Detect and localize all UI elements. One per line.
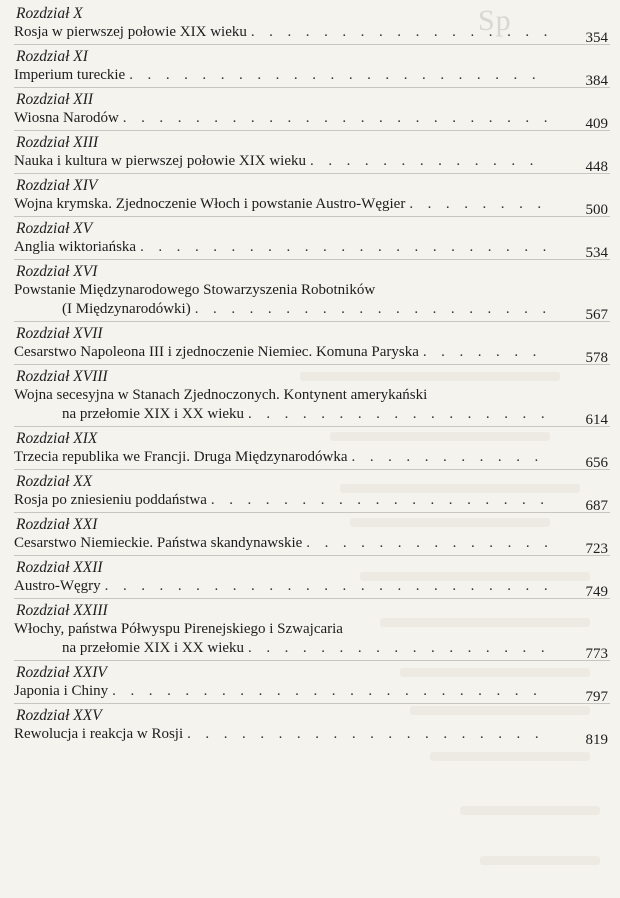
chapter-label: Rozdział XXV xyxy=(16,707,102,724)
dot-leader xyxy=(195,300,548,319)
chapter-label: Rozdział XXII xyxy=(16,559,103,576)
dot-leader xyxy=(352,448,548,467)
chapter-label: Rozdział XIII xyxy=(16,134,99,151)
chapter-label: Rozdział XVI xyxy=(16,263,98,280)
page-number: 656 xyxy=(585,455,608,471)
toc-row xyxy=(14,491,610,514)
toc-row xyxy=(14,23,610,46)
dot-leader xyxy=(248,639,548,658)
chapter-title: Wiosna Narodów xyxy=(14,110,119,126)
chapter-label: Rozdział XV xyxy=(16,220,93,237)
chapter-title-line-2: (I Międzynarodówki) xyxy=(62,301,191,317)
chapter-label: Rozdział XXIV xyxy=(16,664,107,681)
chapter-title-line-2: na przełomie XIX i XX wieku xyxy=(62,640,245,656)
table-of-contents xyxy=(14,2,610,746)
toc-entry-chapter-14 xyxy=(14,174,610,217)
toc-entry-chapter-15 xyxy=(14,217,610,260)
dot-leader xyxy=(105,577,548,596)
chapter-title: Japonia i Chiny xyxy=(14,683,109,699)
page-number: 687 xyxy=(585,498,608,514)
chapter-title: Trzecia republika we Francji. Druga Międzynarodówka xyxy=(14,449,348,465)
toc-row xyxy=(14,343,610,366)
dot-leader xyxy=(140,238,548,257)
chapter-label: Rozdział XXI xyxy=(16,516,98,533)
dot-leader xyxy=(251,23,548,42)
page-number: 578 xyxy=(585,350,608,366)
chapter-title: Cesarstwo Napoleona III i zjednoczenie Niemiec. Komuna Paryska xyxy=(14,344,419,360)
chapter-label: Rozdział X xyxy=(16,5,83,22)
toc-row xyxy=(14,109,610,132)
toc-entry-chapter-20 xyxy=(14,470,610,513)
dot-leader xyxy=(423,343,548,362)
chapter-title: Rewolucja i reakcja w Rosji xyxy=(14,726,184,742)
toc-entry-chapter-11 xyxy=(14,45,610,88)
toc-row xyxy=(14,300,610,323)
toc-row xyxy=(14,534,610,557)
page-number: 797 xyxy=(585,689,608,705)
page-number: 354 xyxy=(585,30,608,46)
chapter-title: Imperium tureckie xyxy=(14,67,126,83)
dot-leader xyxy=(409,195,548,214)
chapter-title-line-1: Powstanie Międzynarodowego Stowarzyszenia Robotników xyxy=(14,282,376,298)
dot-leader xyxy=(248,405,548,424)
toc-row xyxy=(14,725,610,748)
chapter-title: Austro-Węgry xyxy=(14,578,101,594)
chapter-title-line-1: Wojna secesyjna w Stanach Zjednoczonych. Kontynent amerykański xyxy=(14,387,428,403)
toc-entry-chapter-23 xyxy=(14,599,610,661)
toc-entry-chapter-21 xyxy=(14,513,610,556)
chapter-title: Nauka i kultura w pierwszej połowie XIX wieku xyxy=(14,153,307,169)
toc-entry-chapter-19 xyxy=(14,427,610,470)
toc-row xyxy=(14,448,610,471)
toc-entry-chapter-18 xyxy=(14,365,610,427)
page-number: 534 xyxy=(585,245,608,261)
toc-entry-chapter-10 xyxy=(14,2,610,45)
chapter-title-line-2: na przełomie XIX i XX wieku xyxy=(62,406,245,422)
chapter-label: Rozdział XX xyxy=(16,473,93,490)
chapter-label: Rozdział XIV xyxy=(16,177,98,194)
chapter-title: Cesarstwo Niemieckie. Państwa skandynawskie xyxy=(14,535,303,551)
page-number: 500 xyxy=(585,202,608,218)
page-number: 819 xyxy=(585,732,608,748)
chapter-title: Wojna krymska. Zjednoczenie Włoch i powstanie Austro-Węgier xyxy=(14,196,406,212)
chapter-label: Rozdział XVII xyxy=(16,325,103,342)
page-number: 567 xyxy=(585,307,608,323)
chapter-title: Anglia wiktoriańska xyxy=(14,239,137,255)
toc-row xyxy=(14,195,610,218)
chapter-label: Rozdział XIX xyxy=(16,430,98,447)
toc-entry-chapter-13 xyxy=(14,131,610,174)
dot-leader xyxy=(211,491,548,510)
show-through-heading: Sp xyxy=(478,4,512,37)
toc-row xyxy=(14,152,610,175)
dot-leader xyxy=(187,725,548,744)
chapter-title: Rosja po zniesieniu poddaństwa xyxy=(14,492,207,508)
page-number: 723 xyxy=(585,541,608,557)
page-number: 749 xyxy=(585,584,608,600)
toc-entry-chapter-24 xyxy=(14,661,610,704)
chapter-title-line-1: Włochy, państwa Półwyspu Pirenejskiego i Szwajcaria xyxy=(14,621,343,637)
dot-leader xyxy=(310,152,548,171)
chapter-label: Rozdział XVIII xyxy=(16,368,108,385)
toc-row xyxy=(14,405,610,428)
page-number: 384 xyxy=(585,73,608,89)
dot-leader xyxy=(112,682,548,701)
toc-row xyxy=(14,682,610,705)
toc-entry-chapter-12 xyxy=(14,88,610,131)
dot-leader xyxy=(123,109,548,128)
page-number: 409 xyxy=(585,116,608,132)
chapter-label: Rozdział XXIII xyxy=(16,602,108,619)
chapter-label: Rozdział XI xyxy=(16,48,88,65)
dot-leader xyxy=(306,534,548,553)
page-number: 614 xyxy=(585,412,608,428)
toc-entry-chapter-16 xyxy=(14,260,610,322)
chapter-label: Rozdział XII xyxy=(16,91,94,108)
toc-entry-chapter-17 xyxy=(14,322,610,365)
page-number: 773 xyxy=(585,646,608,662)
toc-row xyxy=(14,639,610,662)
chapter-title: Rosja w pierwszej połowie XIX wieku xyxy=(14,24,247,40)
toc-row xyxy=(14,577,610,600)
toc-entry-chapter-22 xyxy=(14,556,610,599)
toc-row xyxy=(14,238,610,261)
toc-row xyxy=(14,66,610,89)
dot-leader xyxy=(129,66,548,85)
toc-entry-chapter-25 xyxy=(14,704,610,746)
page-number: 448 xyxy=(585,159,608,175)
